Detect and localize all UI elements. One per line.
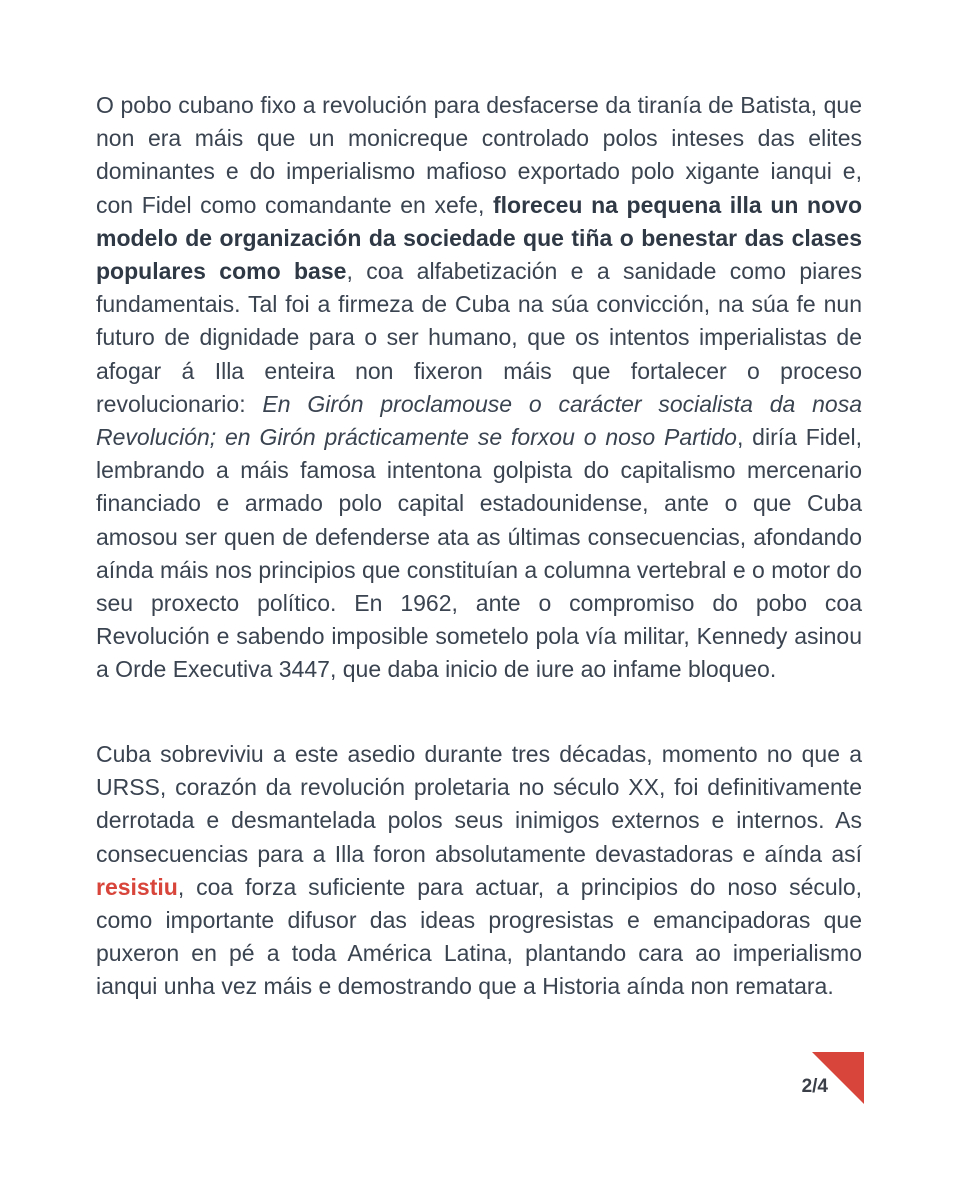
paragraph-2-text-b: , coa forza suficiente para actuar, a principios do noso século, como importante difusor das ideas progresistas e emancipadoras que puxeron en pé a toda América Latina, plantando cara ao imperialismo ianqui unha vez máis e demostrando que a Historia aínda non rematara. bbox=[96, 873, 862, 1000]
paragraph-1-text-b: , coa alfabetización e a sanidade como piares fundamentais. Tal foi a firmeza de Cuba na súa convicción, na súa fe nun futuro de dignidade para o ser humano, que os intentos imperialistas de afogar á Illa enteira non fixeron máis que fortalecer o proceso revolucionario: bbox=[96, 258, 862, 417]
paragraph-2-text-a: Cuba sobreviviu a este asedio durante tres décadas, momento no que a URSS, corazón da revolución proletaria no século XX, foi definitivamente derrotada e desmantelada polos seus inimigos externos e internos. As consecuencias para a Illa foron absolutamente devastadoras e aínda así bbox=[96, 741, 862, 867]
paragraph-1 bbox=[96, 89, 862, 687]
paragraph-2-accent-word: resistiu bbox=[96, 873, 178, 900]
paragraph-2 bbox=[96, 738, 862, 1004]
paragraph-1-bold-highlight: floreceu na pequena illa un novo modelo de organización da sociedade que tiña o benestar das clases populares como base bbox=[96, 191, 862, 285]
paragraph-1-italic-quote: En Girón proclamouse o carácter socialista da nosa Revolución; en Girón prácticamente se forxou o noso Partido bbox=[96, 390, 862, 451]
paragraph-1-text-c: , diría Fidel, lembrando a máis famosa intentona golpista do capitalismo mercenario financiado e armado polo capital estadounidense, ante o que Cuba amosou ser quen de defenderse ata as últimas consecuencias, afondando aínda máis nos principios que constituían a columna vertebral e o motor do seu proxecto político. En 1962, ante o compromiso do pobo coa Revolución e sabendo imposible sometelo pola vía militar, Kennedy asinou a Orde Executiva 3447, que daba inicio de iure ao infame bloqueo. bbox=[96, 424, 862, 683]
paragraph-1-text-a: O pobo cubano fixo a revolución para desfacerse da tiranía de Batista, que non era máis que un monicreque controlado polos inteses das elites dominantes e do imperialismo mafioso exportado polo xigante ianqui e, con Fidel como comandante en xefe, bbox=[96, 92, 862, 218]
page-number: 2/4 bbox=[801, 1076, 828, 1097]
